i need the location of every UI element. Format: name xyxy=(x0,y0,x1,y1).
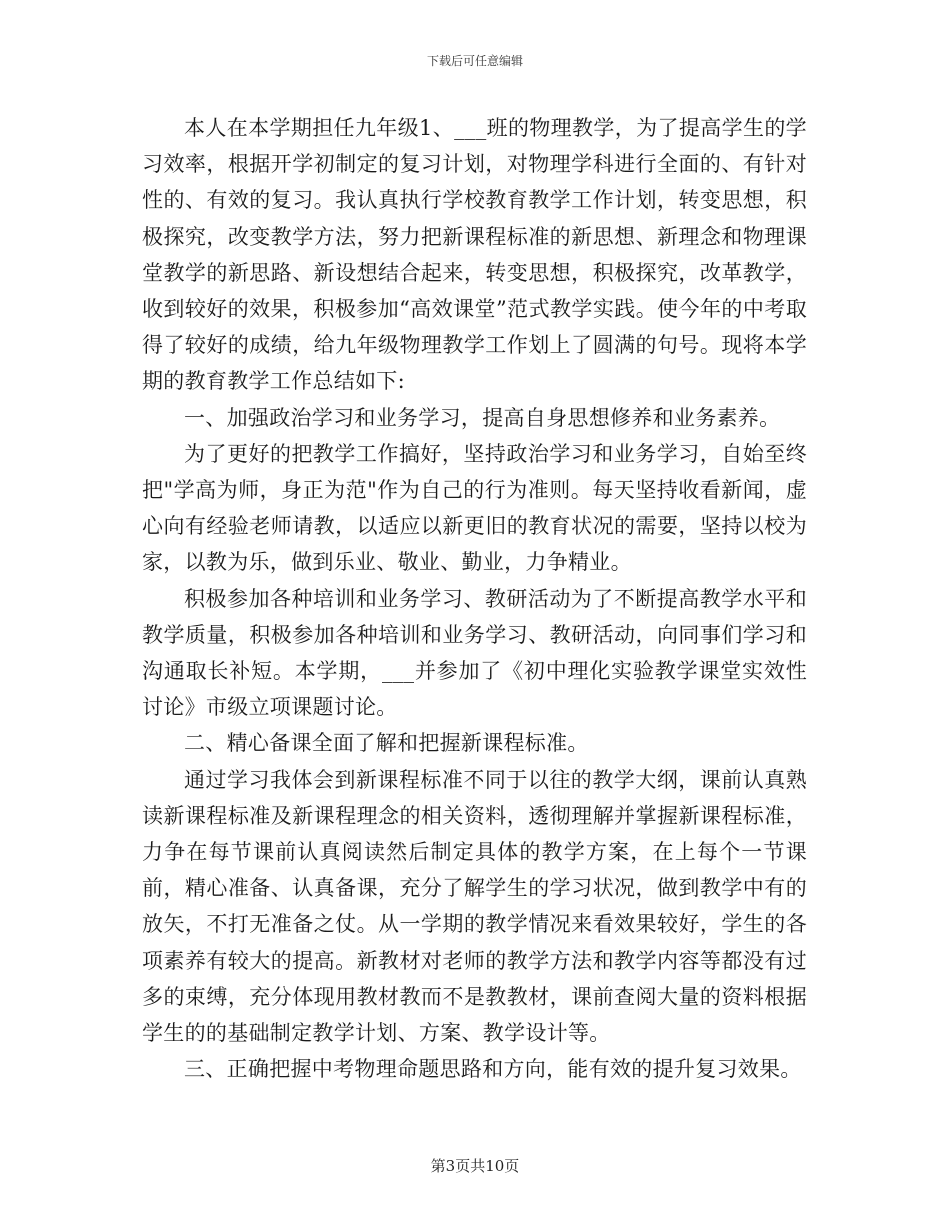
section-heading-2: 二、精心备课全面了解和把握新课程标准。 xyxy=(184,731,589,756)
paragraph-intro: 本人在本学期担任九年级1、___班的物理教学，为了提高学生的学习效率，根据开学初制定的复习计划，对物理学科进行全面的、有针对性的、有效的复习。我认真执行学校教育教学工作计划，转变思想，积极探究，改变教学方法，努力把新课程标准的新思想、新理念和物理课堂教学的新思路、新设想结合起来，转变思想，积极探究，改革教学，收到较好的效果，积极参加“高效课堂”范式教学实践。使今年的中考取得了较好的成绩，给九年级物理教学工作划上了圆满的句号。现将本学期的教育教学工作总结如下: xyxy=(142,116,807,394)
page-header-note: 下载后可任意编辑 xyxy=(426,54,523,68)
paragraph-study: 为了更好的把教学工作搞好，坚持政治学习和业务学习，自始至终把"学高为师，身正为范"作为自己的行为准则。每天坚持收看新闻，虚心向有经验老师请教，以适应以新更旧的教育状况的需要，坚持以校为家，以教为乐，做到乐业、敬业、勤业，力争精业。 xyxy=(142,441,807,575)
section-heading-3: 三、正确把握中考物理命题思路和方向，能有效的提升复习效果。 xyxy=(184,1057,802,1082)
document-body xyxy=(142,110,807,1087)
page-number: 第3页共10页 xyxy=(430,1157,520,1175)
paragraph-training: 积极参加各种培训和业务学习、教研活动为了不断提高教学水平和教学质量，积极参加各种培训和业务学习、教研活动，向同事们学习和沟通取长补短。本学期，___并参加了《初中理化实验教学课堂实效性讨论》市级立项课题讨论。 xyxy=(142,586,807,720)
section-heading-1: 一、加强政治学习和业务学习，提高自身思想修养和业务素养。 xyxy=(184,405,781,430)
paragraph-lesson-prep: 通过学习我体会到新课程标准不同于以往的教学大纲，课前认真熟读新课程标准及新课程理念的相关资料，透彻理解并掌握新课程标准，力争在每节课前认真阅读然后制定具体的教学方案，在上每个一节课前，精心准备、认真备课，充分了解学生的学习状况，做到教学中有的放矢，不打无准备之仗。从一学期的教学情况来看效果较好，学生的各项素养有较大的提高。新教材对老师的教学方法和教学内容等都没有过多的束缚，充分体现用教材教而不是教教材，课前查阅大量的资料根据学生的的基础制定教学计划、方案、教学设计等。 xyxy=(142,767,807,1046)
